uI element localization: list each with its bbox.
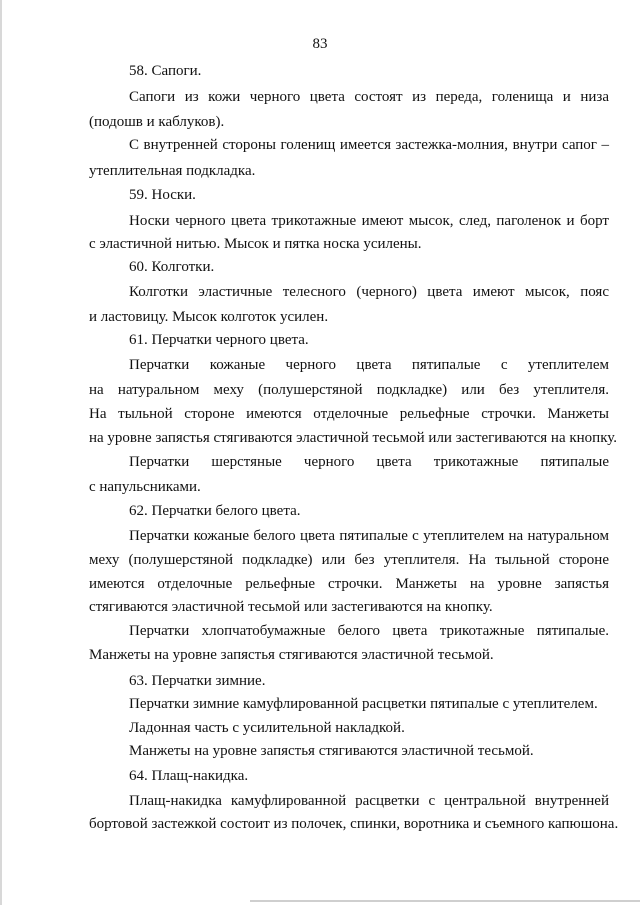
text-line: Перчатки кожаные белого цвета пятипалые с утеплителем на натуральном (129, 528, 609, 544)
section-heading: 58. Сапоги. (129, 63, 202, 79)
text-line: (подошв и каблуков). (89, 114, 225, 130)
section-heading: 61. Перчатки черного цвета. (129, 332, 309, 348)
text-line: на уровне запястья стягиваются эластичной тесьмой или застегиваются на кнопку. (89, 430, 618, 446)
text-line: На тыльной стороне имеются отделочные рельефные строчки. Манжеты (89, 406, 609, 422)
text-line: с эластичной нитью. Мысок и пятка носка усилены. (89, 236, 422, 252)
scan-edge (0, 0, 2, 905)
text-line: Плащ-накидка камуфлированной расцветки с центральной внутренней (129, 793, 609, 809)
text-line: Ладонная часть с усилительной накладкой. (129, 720, 405, 736)
text-line: с напульсниками. (89, 479, 201, 495)
section-heading: 62. Перчатки белого цвета. (129, 503, 301, 519)
text-line: меху (полушерстяной подкладке) или без утеплителя. На тыльной стороне (89, 552, 609, 568)
text-line: стягиваются эластичной тесьмой или застегиваются на кнопку. (89, 599, 493, 615)
section-heading: 60. Колготки. (129, 259, 215, 275)
text-line: Перчатки кожаные черного цвета пятипалые с утеплителем (129, 357, 609, 373)
text-line: Сапоги из кожи черного цвета состоят из переда, голенища и низа (129, 89, 609, 105)
text-line: Перчатки шерстяные черного цвета трикотажные пятипалые (129, 454, 609, 470)
text-line: С внутренней стороны голенищ имеется застежка-молния, внутри сапог – (129, 137, 609, 153)
section-heading: 59. Носки. (129, 187, 196, 203)
text-line: и ластовицу. Мысок колготок усилен. (89, 309, 329, 325)
text-line: бортовой застежкой состоит из полочек, спинки, воротника и съемного капюшона. (89, 816, 619, 832)
text-line: утеплительная подкладка. (89, 163, 256, 179)
text-line: Манжеты на уровне запястья стягиваются эластичной тесьмой. (129, 743, 534, 759)
text-line: Манжеты на уровне запястья стягиваются эластичной тесьмой. (89, 647, 494, 663)
scan-bottom-edge (250, 900, 640, 902)
text-line: Носки черного цвета трикотажные имеют мысок, след, паголенок и борт (129, 213, 609, 229)
text-line: имеются отделочные рельефные строчки. Манжеты на уровне запястья (89, 576, 609, 592)
page-number: 83 (312, 36, 328, 52)
text-line: на натуральном меху (полушерстяной подкладке) или без утеплителя. (89, 382, 609, 398)
text-line: Перчатки хлопчатобумажные белого цвета трикотажные пятипалые. (129, 623, 609, 639)
text-line: Перчатки зимние камуфлированной расцветки пятипалые с утеплителем. (129, 696, 598, 712)
section-heading: 63. Перчатки зимние. (129, 673, 266, 689)
section-heading: 64. Плащ-накидка. (129, 768, 249, 784)
text-line: Колготки эластичные телесного (черного) цвета имеют мысок, пояс (129, 284, 609, 300)
